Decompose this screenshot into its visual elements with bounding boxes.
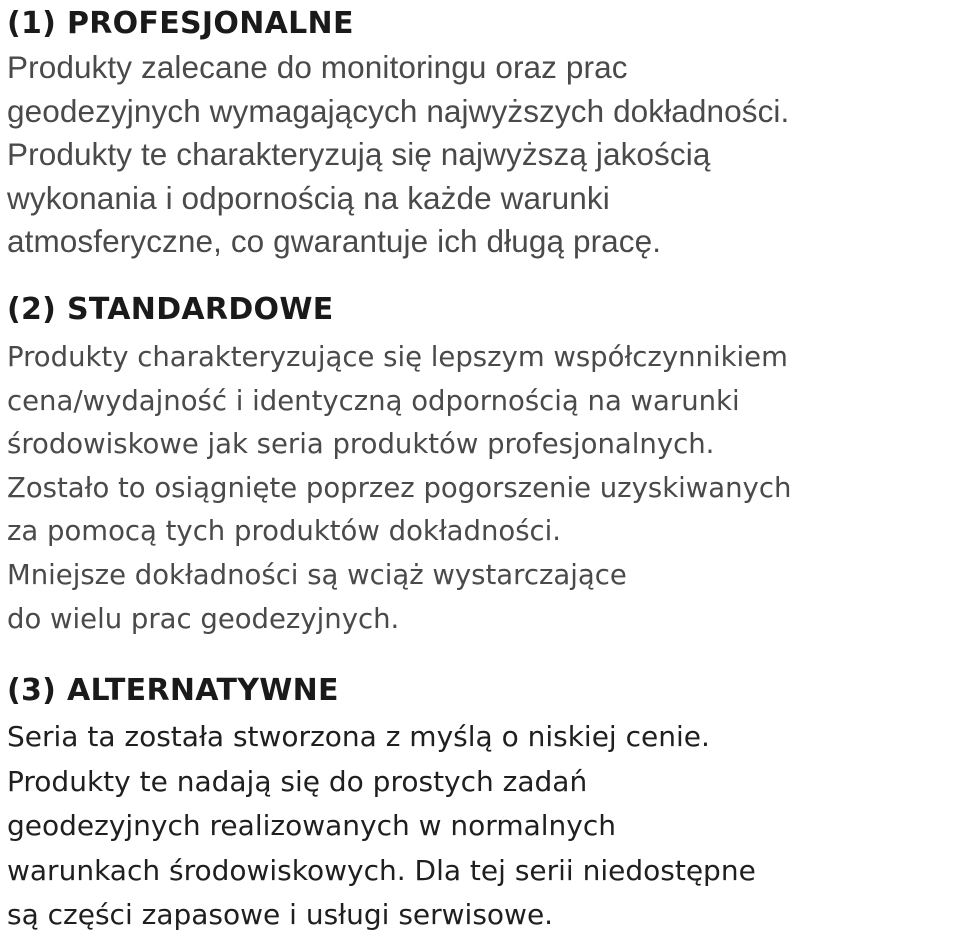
text-line: środowiskowe jak seria produktów profesjonalnych. xyxy=(7,428,715,461)
text-line: do wielu prac geodezyjnych. xyxy=(7,602,400,635)
text-line: za pomocą tych produktów dokładności. xyxy=(7,515,562,548)
text-line: Produkty te nadają się do prostych zadań xyxy=(7,764,588,798)
section-heading: (3) ALTERNATYWNE xyxy=(7,673,339,708)
text-line: atmosferyczne, co gwarantuje ich długą pracę. xyxy=(7,223,662,260)
section-heading: (2) STANDARDOWE xyxy=(7,292,334,327)
text-line: Produkty charakteryzujące się lepszym współczynnikiem xyxy=(7,341,788,373)
section-heading: (1) PROFESJONALNE xyxy=(7,6,354,41)
section-body xyxy=(7,715,756,938)
text-line: wykonania i odpornością na każde warunki xyxy=(7,179,610,216)
text-line: Zostało to osiągnięte poprzez pogorszenie uzyskiwanych xyxy=(7,471,792,504)
section-body xyxy=(7,336,791,641)
text-line: cena/wydajność i identyczną odpornością na warunki xyxy=(7,384,740,417)
text-line: są części zapasowe i usługi serwisowe. xyxy=(7,898,554,931)
text-line: warunkach środowiskowych. Dla tej serii niedostępne xyxy=(7,853,756,887)
text-line: geodezyjnych realizowanych w normalnych xyxy=(7,809,616,842)
section-standard xyxy=(7,290,791,641)
text-line: Produkty te charakteryzują się najwyższą jakością xyxy=(7,136,711,173)
text-line: Produkty zalecane do monitoringu oraz prac xyxy=(7,49,628,85)
text-line: Mniejsze dokładności są wciąż wystarczające xyxy=(7,558,627,591)
section-body xyxy=(7,46,789,264)
text-line: Seria ta została stworzona z myślą o niskiej cenie. xyxy=(7,720,710,753)
section-professional xyxy=(7,4,789,264)
text-line: geodezyjnych wymagających najwyższych dokładności. xyxy=(7,92,790,129)
section-alternative xyxy=(7,671,756,938)
